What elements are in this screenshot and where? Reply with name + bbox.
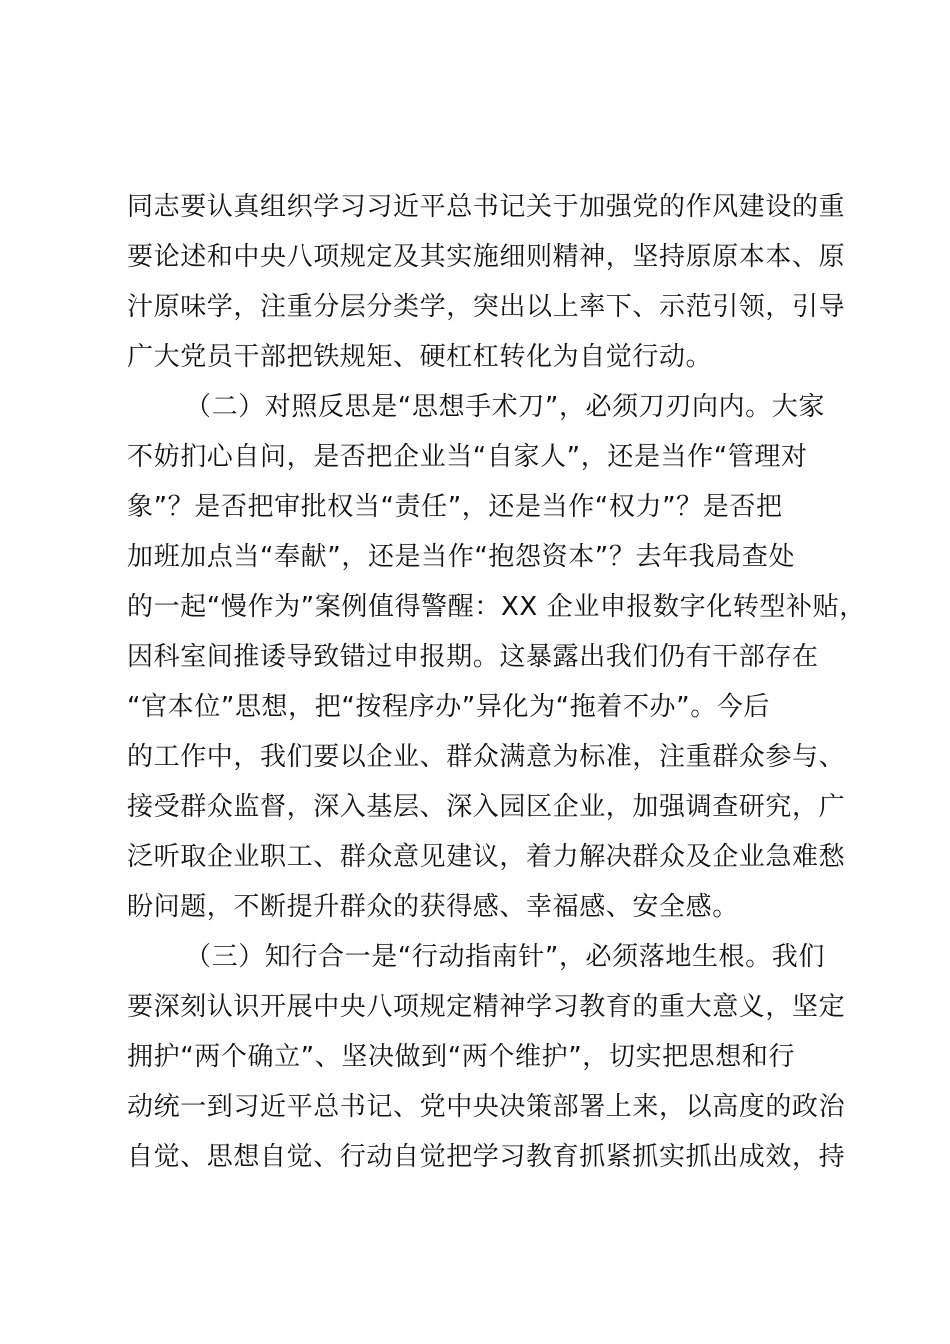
text-line: 泛听取企业职工、群众意见建议，着力解决群众及企业急难愁 <box>127 842 846 872</box>
text-line: 广大党员干部把铁规矩、硬杠杠转化为自觉行动。 <box>127 342 713 372</box>
text-line: 因科室间推诿导致错过申报期。这暴露出我们仍有干部存在 <box>127 642 819 672</box>
text-line: 要论述和中央八项规定及其实施细则精神，坚持原原本本、原 <box>127 242 846 272</box>
text-line: 接受群众监督，深入基层、深入园区企业，加强调查研究，广 <box>127 792 846 822</box>
text-line: 盼问题，不断提升群众的获得感、幸福感、安全感。 <box>127 892 739 922</box>
text-line: 不妨扪心自问，是否把企业当“自家人”，还是当作“管理对 <box>127 442 808 472</box>
text-line: 同志要认真组织学习习近平总书记关于加强党的作风建设的重 <box>127 192 846 222</box>
text-line: 自觉、思想自觉、行动自觉把学习教育抓紧抓实抓出成效，持 <box>127 1142 846 1172</box>
text-line: 动统一到习近平总书记、党中央决策部署上来，以高度的政治 <box>127 1092 846 1122</box>
text-line: 拥护“两个确立”、坚决做到“两个维护”，切实把思想和行 <box>127 1042 796 1072</box>
paragraph-heading-three: （三）知行合一是“行动指南针”，必须落地生根。我们 <box>185 942 825 972</box>
text-line: 要深刻认识开展中央八项规定精神学习教育的重大意义，坚定 <box>127 992 846 1022</box>
document-body <box>127 182 866 1182</box>
text-line: “官本位”思想，把“按程序办”异化为“拖着不办”。今后 <box>127 692 771 722</box>
text-line: 的一起“慢作为”案例值得警醒：XX 企业申报数字化转型补贴， <box>127 592 866 622</box>
text-line: 加班加点当“奉献”，还是当作“抱怨资本”？去年我局查处 <box>127 542 796 572</box>
text-line: 的工作中，我们要以企业、群众满意为标准，注重群众参与、 <box>127 742 846 772</box>
paragraph-heading-two: （二）对照反思是“思想手术刀”，必须刀刃向内。大家 <box>185 392 825 422</box>
text-line: 象”？是否把审批权当“责任”，还是当作“权力”？是否把 <box>127 492 783 522</box>
text-line: 汁原味学，注重分层分类学，突出以上率下、示范引领，引导 <box>127 292 846 322</box>
